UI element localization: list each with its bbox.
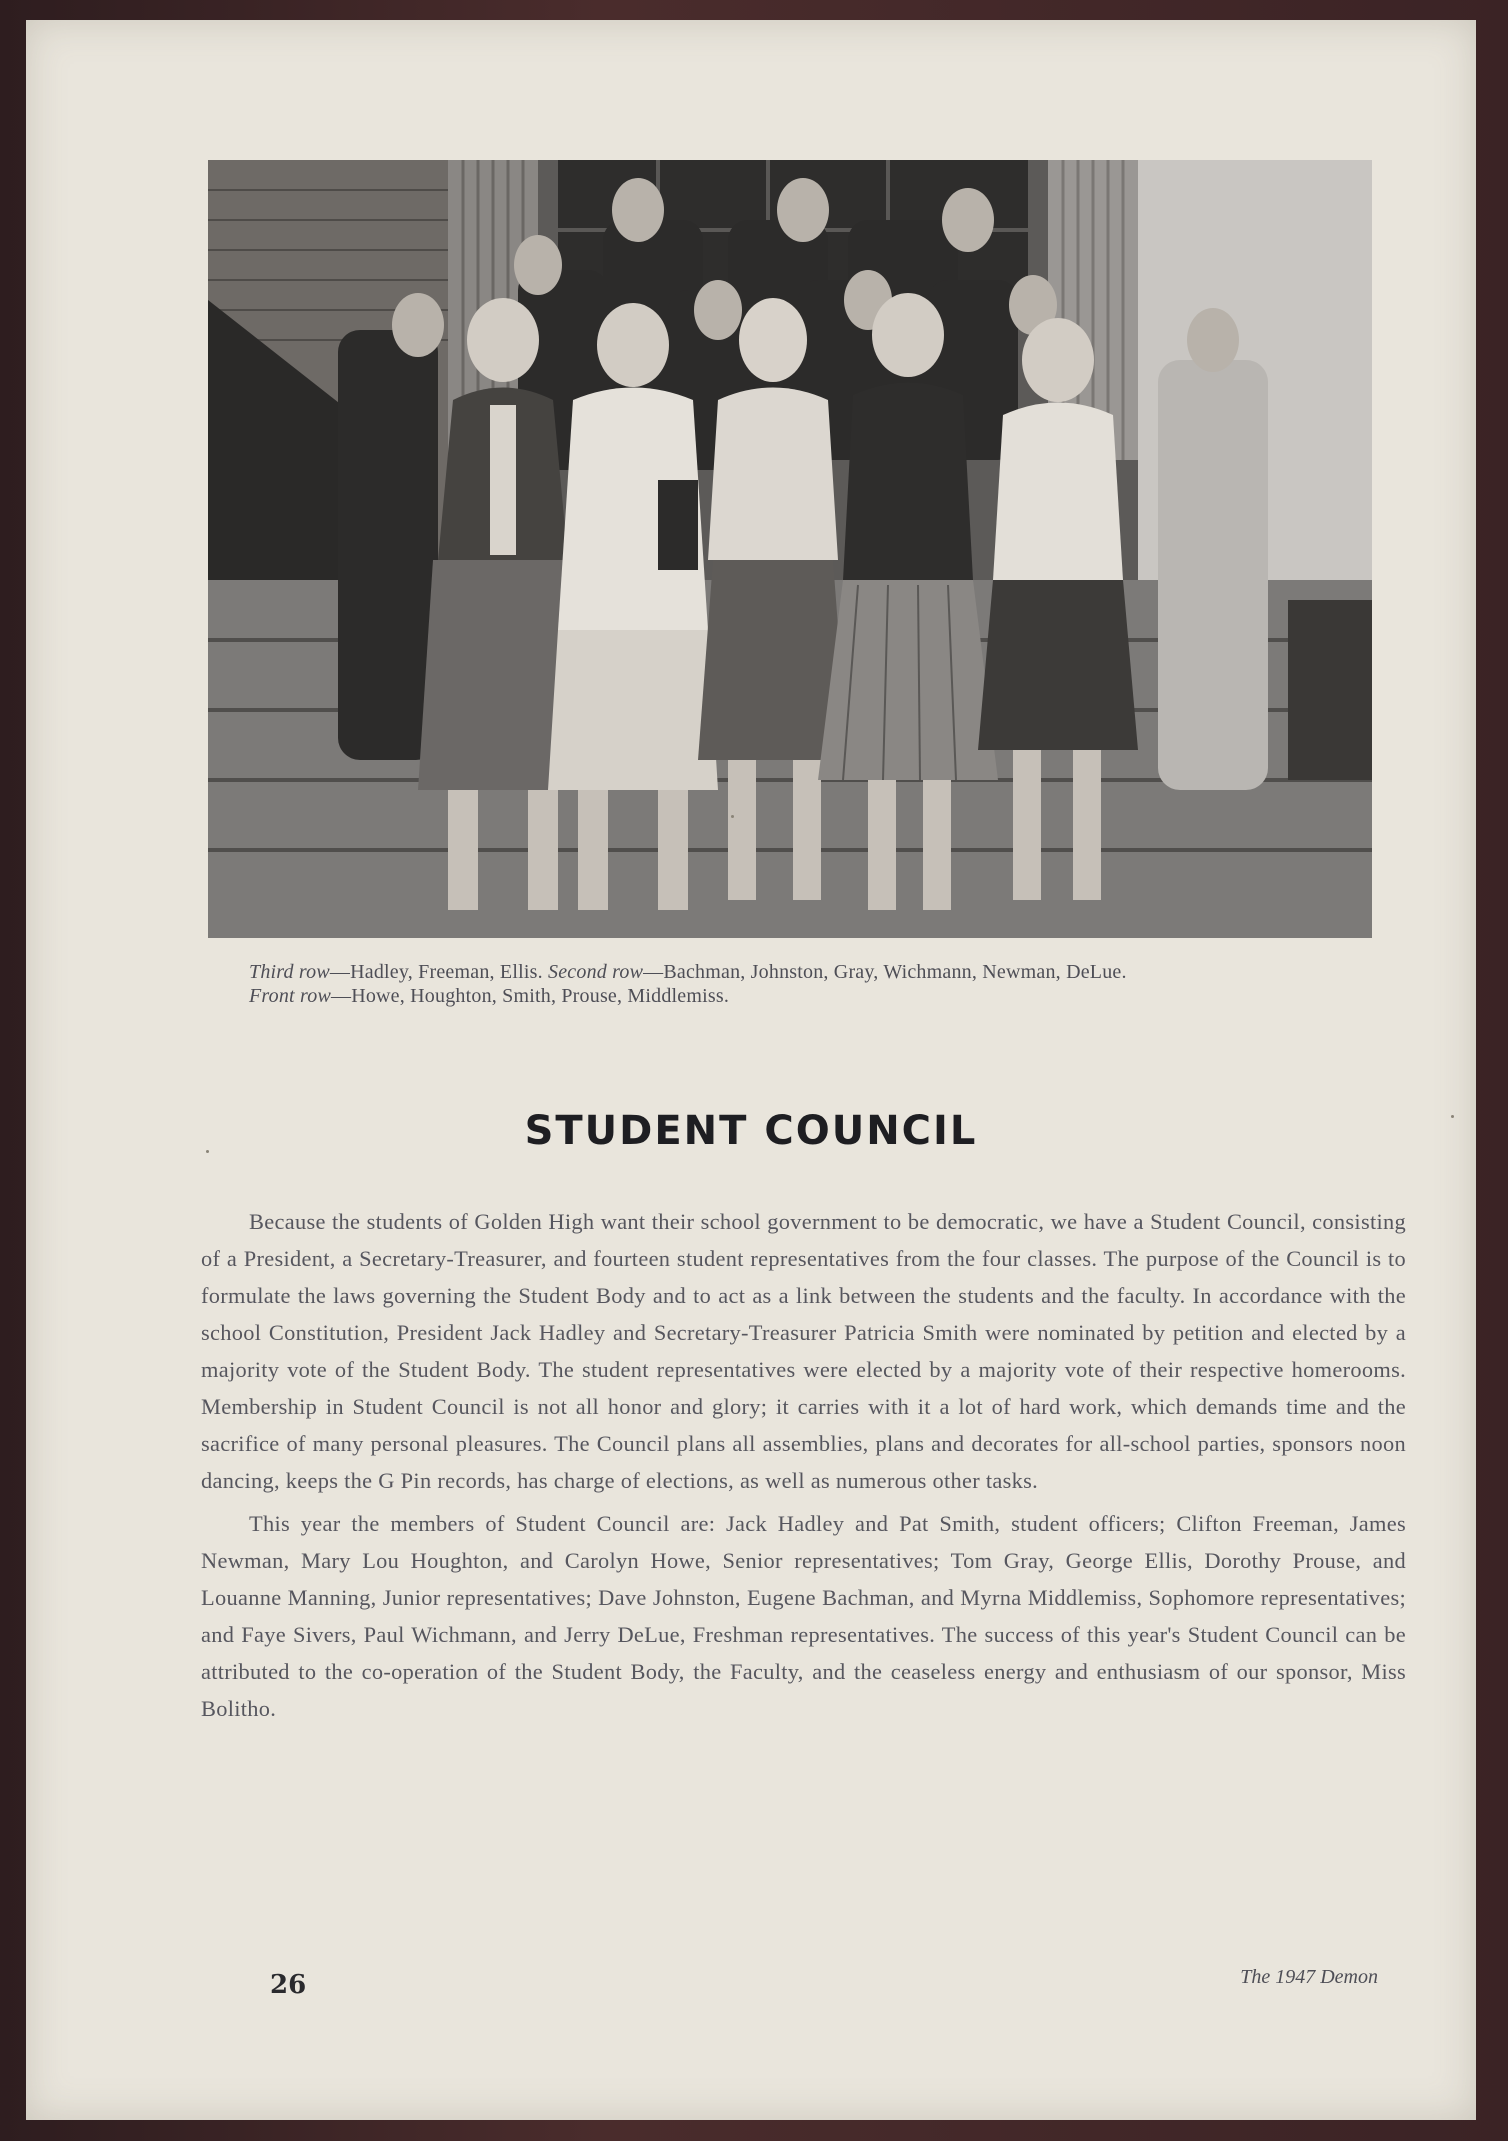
front-row-names: —Howe, Houghton, Smith, Prouse, Middlemiss. <box>331 985 730 1007</box>
third-row-label: Third row <box>249 961 330 983</box>
article-body <box>201 1203 1406 1733</box>
paragraph-members: This year the members of Student Council are: Jack Hadley and Pat Smith, student officers; Clifton Freeman, James Newman, Mary Lou Houghton, and Carolyn Howe, Senior representatives; Tom Gray, George Ellis, Dorothy Prouse, and Louanne Manning, Junior representatives; Dave Johnston, Eugene Bachman, and Myrna Middlemiss, Sophomore representatives; and Faye Sivers, Paul Wichmann, and Jerry DeLue, Freshman representatives. The success of this year's Student Council can be attributed to the co-operation of the Student Body, the Faculty, and the ceaseless energy and enthusiasm of our sponsor, Miss Bolitho. <box>201 1511 1406 1721</box>
page-number: 26 <box>270 1970 307 2000</box>
paper-speck <box>206 1150 209 1153</box>
second-row-names: —Bachman, Johnston, Gray, Wichmann, Newman, DeLue. <box>643 961 1127 983</box>
paper-speck <box>1451 1115 1454 1118</box>
caption-line-third-second <box>249 960 1409 984</box>
front-row-label: Front row <box>249 985 331 1007</box>
yearbook-page <box>26 20 1476 2120</box>
section-title: STUDENT COUNCIL <box>524 1108 978 1154</box>
paragraph-purpose: Because the students of Golden High want their school government to be democratic, we have a Student Council, consisting of a President, a Secretary-Treasurer, and fourteen student representatives from the four classes. The purpose of the Council is to formulate the laws governing the Student Body and to act as a link between the students and the faculty. In accordance with the school Constitution, President Jack Hadley and Secretary-Treasurer Patricia Smith were nominated by petition and elected by a majority vote of the Student Body. The student representatives were elected by a majority vote of their respective homerooms. Membership in Student Council is not all honor and glory; it carries with it a lot of hard work, which demands time and the sacrifice of many personal pleasures. The Council plans all assemblies, plans and decorates for all-school parties, sponsors noon dancing, keeps the G Pin records, has charge of elections, as well as numerous other tasks. <box>201 1209 1406 1493</box>
caption-line-front <box>249 984 1409 1008</box>
group-photo <box>208 160 1372 938</box>
second-row-label: Second row <box>548 961 644 983</box>
third-row-names: —Hadley, Freeman, Ellis. <box>329 961 543 983</box>
photo-caption <box>249 960 1409 1008</box>
running-title: The 1947 Demon <box>1240 1966 1378 1988</box>
paper-speck <box>731 815 734 818</box>
